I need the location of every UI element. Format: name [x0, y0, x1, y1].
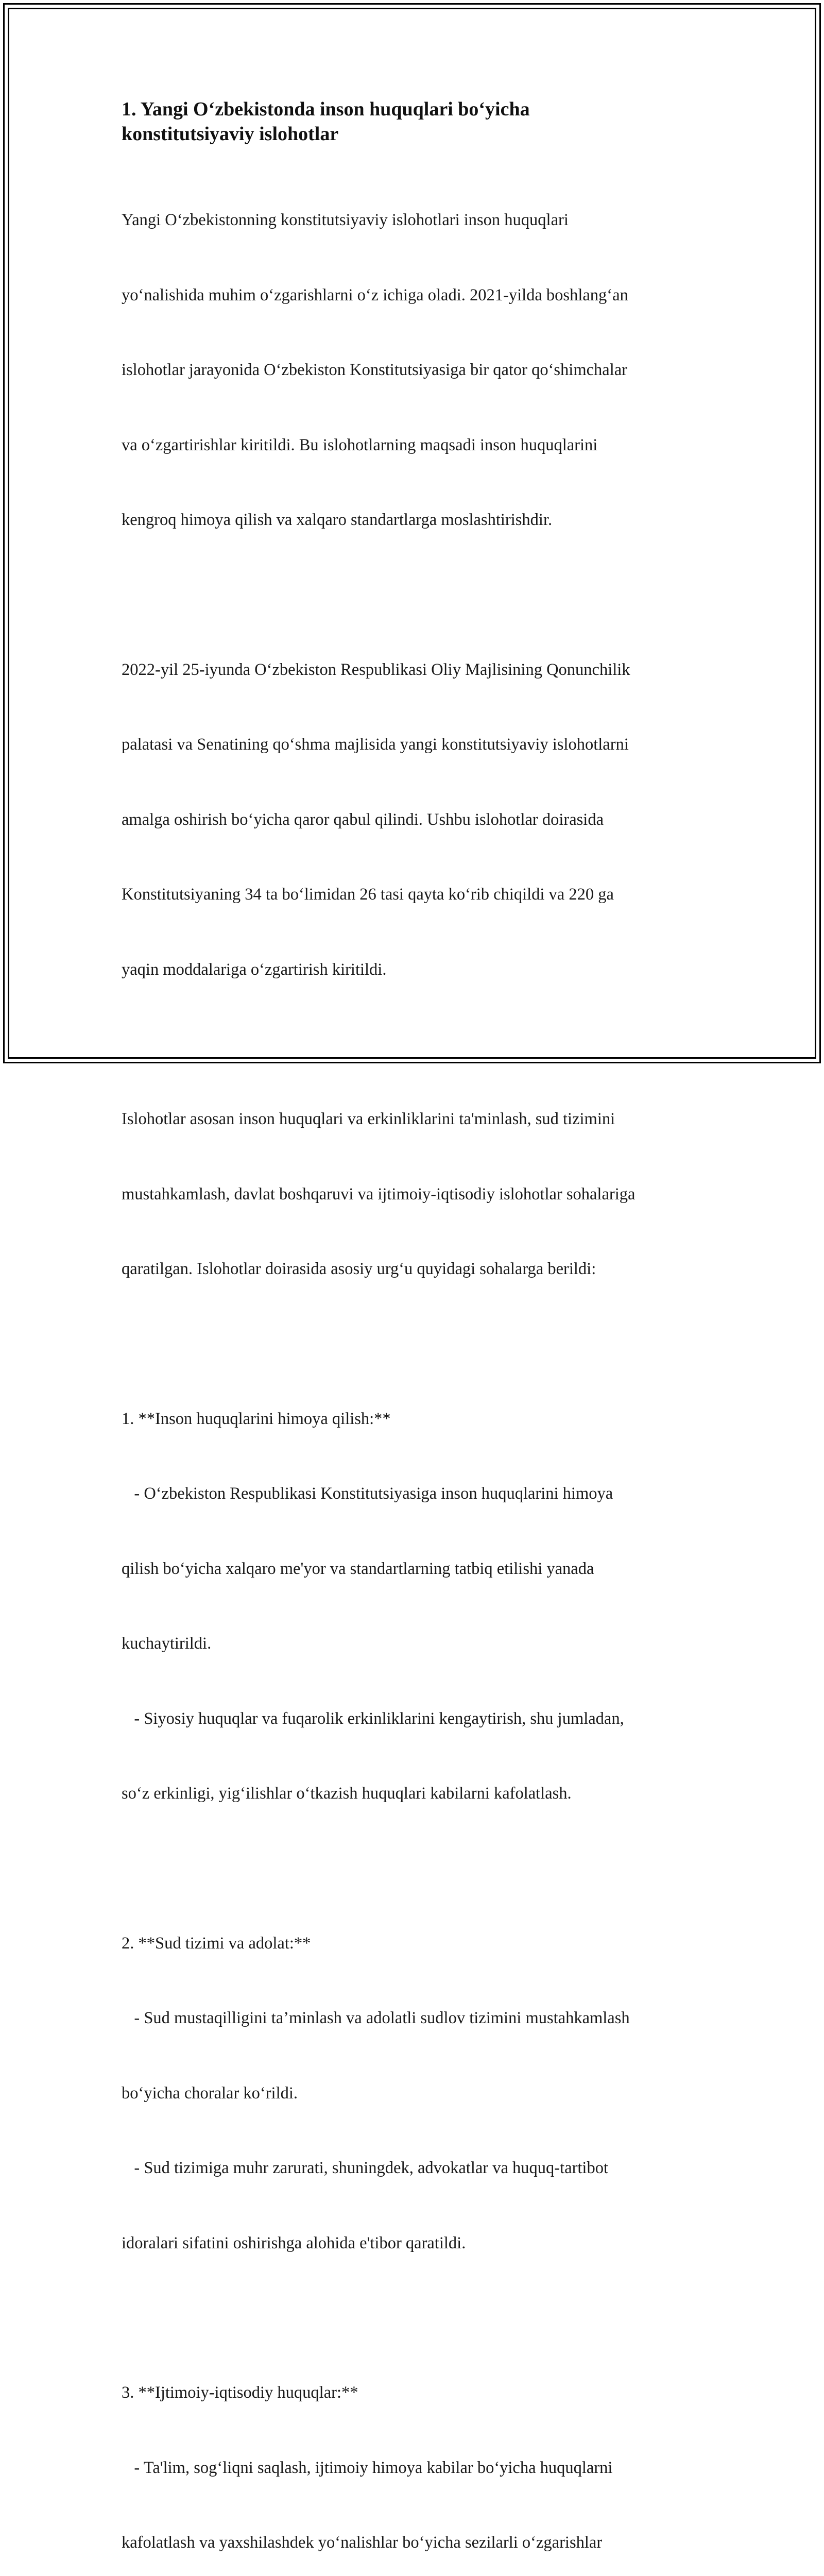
text-line: islohotlar jarayonida O‘zbekiston Konstitutsiyasiga bir qator qo‘shimchalar	[122, 361, 627, 379]
paragraph-focus-areas	[122, 1057, 709, 1332]
text-line: Islohotlar asosan inson huquqlari va erkinliklarini ta'minlash, sud tizimini	[122, 1110, 615, 1128]
text-line: palatasi va Senatining qo‘shma majlisida yangi konstitutsiyaviy islohotlarni	[122, 735, 629, 754]
text-line: - Siyosiy huquqlar va fuqarolik erkinliklarini kengaytirish, shu jumladan,	[122, 1709, 624, 1728]
text-line: - Sud tizimiga muhr zarurati, shuningdek, advokatlar va huquq-tartibot	[122, 2159, 608, 2177]
text-line: qaratilgan. Islohotlar doirasida asosiy urg‘u quyidagi sohalarga berildi:	[122, 1260, 596, 1278]
text-line: 1. **Inson huquqlarini himoya qilish:**	[122, 1409, 391, 1428]
text-line: so‘z erkinligi, yig‘ilishlar o‘tkazish huquqlari kabilarni kafolatlash.	[122, 1784, 572, 1803]
list-item-human-rights	[122, 1357, 709, 1856]
heading-line-1: 1. Yangi O‘zbekistonda inson huquqlari bo‘yicha	[122, 98, 530, 120]
text-line: Konstitutsiyaning 34 ta bo‘limidan 26 tasi qayta ko‘rib chiqildi va 220 ga	[122, 885, 614, 904]
text-line: - O‘zbekiston Respublikasi Konstitutsiyasiga inson huquqlarini himoya	[122, 1484, 613, 1503]
text-line: yo‘nalishida muhim o‘zgarishlarni o‘z ichiga oladi. 2021-yilda boshlang‘an	[122, 285, 628, 304]
text-line: bo‘yicha choralar ko‘rildi.	[122, 2083, 298, 2103]
section-heading	[122, 97, 709, 146]
text-line: mustahkamlash, davlat boshqaruvi va ijtimoiy-iqtisodiy islohotlar sohalariga	[122, 1184, 636, 1204]
list-item-judiciary	[122, 1881, 709, 2306]
text-line: 2. **Sud tizimi va adolat:**	[122, 1934, 311, 1953]
text-line: kengroq himoya qilish va xalqaro standartlarga moslashtirishdir.	[122, 511, 553, 529]
text-line: - Sud mustaqilligini ta’minlash va adolatli sudlov tizimini mustahkamlash	[122, 2009, 630, 2027]
list-item-socio-economic	[122, 2330, 709, 2576]
text-line: - Ta'lim, sog‘liqni saqlash, ijtimoiy himoya kabilar bo‘yicha huquqlarni	[122, 2458, 613, 2477]
text-line: va o‘zgartirishlar kiritildi. Bu islohotlarning maqsadi inson huquqlarini	[122, 435, 598, 454]
text-line: 3. **Ijtimoiy-iqtisodiy huquqlar:**	[122, 2383, 358, 2402]
text-line: amalga oshirish bo‘yicha qaror qabul qilindi. Ushbu islohotlar doirasida	[122, 810, 604, 829]
text-line: kafolatlash va yaxshilashdek yo‘nalishlar bo‘yicha sezilarli o‘zgarishlar	[122, 2533, 603, 2552]
text-line: qilish bo‘yicha xalqaro me'yor va standartlarning tatbiq etilishi yanada	[122, 1559, 594, 1578]
text-line: yaqin moddalariga o‘zgartirish kiritildi.	[122, 960, 387, 979]
heading-line-2: konstitutsiyaviy islohotlar	[122, 123, 339, 145]
paragraph-decision	[122, 607, 709, 1032]
text-line: kuchaytirildi.	[122, 1634, 212, 1653]
text-line: Yangi O‘zbekistonning konstitutsiyaviy islohotlari inson huquqlari	[122, 211, 569, 229]
text-line: 2022-yil 25-iyunda O‘zbekiston Respublikasi Oliy Majlisining Qonunchilik	[122, 660, 630, 679]
paragraph-intro	[122, 158, 709, 583]
text-line: idoralari sifatini oshirishga alohida e'tibor qaratildi.	[122, 2233, 466, 2252]
document-body	[122, 97, 709, 2576]
